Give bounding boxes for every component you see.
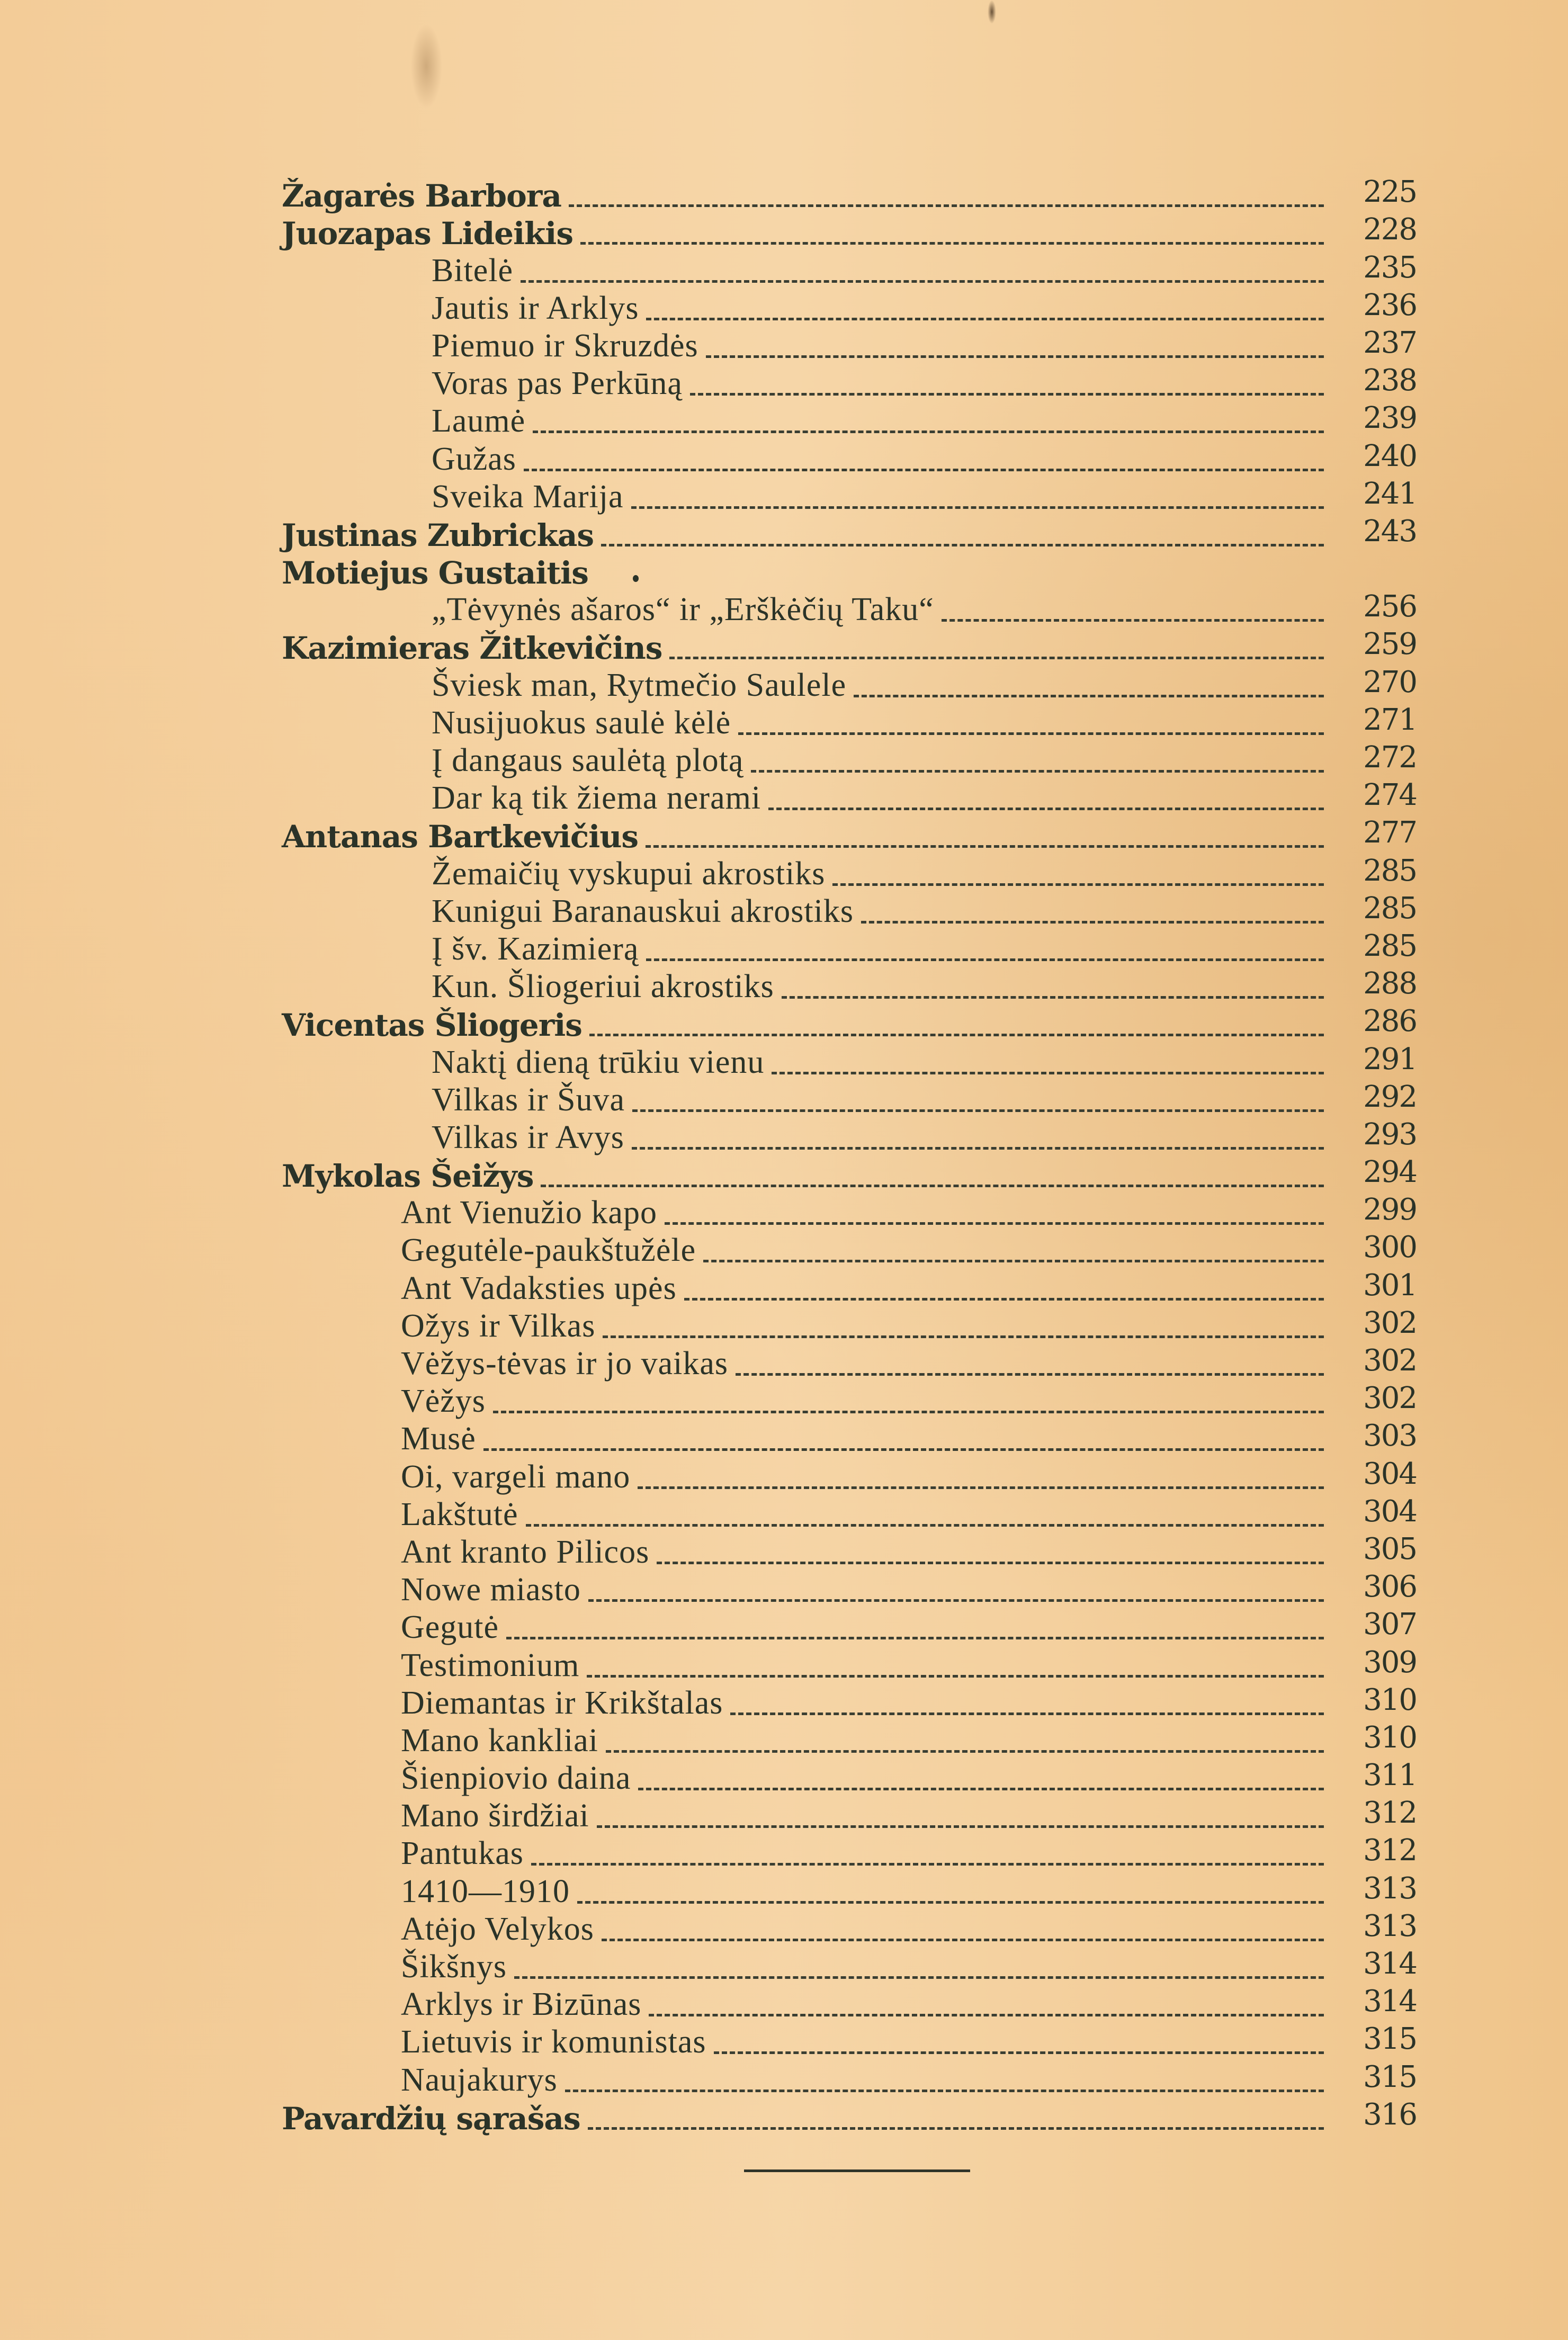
dot-leader [521,280,1324,283]
toc-page-number: 235 [1363,250,1417,285]
toc-page-number: 309 [1363,1645,1417,1680]
dot-leader [506,1637,1324,1639]
toc-entry-title: Sveika Marija [432,478,624,515]
toc-entry-title: Kazimieras Žitkevičins [282,630,662,667]
toc-page-number: 274 [1363,778,1417,813]
toc-page-number: 236 [1363,288,1417,322]
toc-page-number: 288 [1363,966,1417,1001]
toc-page-number: 301 [1363,1268,1417,1303]
toc-page-number: 270 [1363,665,1417,700]
toc-page-number: 259 [1363,627,1417,662]
toc-page-number: 313 [1363,1871,1417,1906]
toc-entry-title: Dar ką tik žiema nerami [432,780,761,817]
toc-entry-work[interactable] [0,252,1568,290]
end-separator-rule [744,2169,970,2172]
toc-entry-title: Gegutė [401,1609,499,1646]
toc-page-number: 241 [1363,476,1417,511]
toc-entry-work[interactable] [0,1496,1568,1534]
toc-page-number: 302 [1363,1381,1417,1416]
toc-entry-title: Lakštutė [401,1496,518,1532]
toc-page-number: 314 [1363,1984,1417,2019]
toc-page-number: 313 [1363,1908,1417,1943]
dot-leader [736,1373,1324,1376]
toc-page-number: 316 [1363,2097,1417,2132]
toc-entry-work[interactable] [0,1949,1568,1986]
toc-entry-title: Kunigui Baranauskui akrostiks [432,893,854,929]
toc-entry-work[interactable] [0,1079,1568,1119]
toc-entry-work[interactable] [0,1119,1568,1157]
dot-leader [649,2014,1324,2016]
dot-leader [526,1524,1324,1527]
toc-entry-work[interactable] [0,1421,1568,1458]
toc-entry-work[interactable] [0,403,1568,441]
toc-entry-title: Žagarės Barbora [282,178,561,214]
toc-entry-title: Ant Vienužio kapo [401,1195,657,1231]
toc-entry-author[interactable] [0,1006,1568,1044]
toc-entry-title: Justinas Zubrickas [282,517,594,553]
toc-page-number: 237 [1363,325,1417,360]
toc-entry-work[interactable] [0,2024,1568,2061]
dot-leader [738,732,1324,735]
toc-entry-work[interactable] [0,438,1568,478]
toc-entry-author[interactable] [0,1157,1568,1195]
dot-leader [483,1448,1324,1451]
toc-page-number: 286 [1363,1004,1417,1039]
toc-page-number: 256 [1363,589,1417,624]
toc-page-number: 294 [1363,1155,1417,1190]
dot-leader [565,2090,1324,2092]
toc-entry-work[interactable] [0,1720,1568,1760]
dot-leader [690,393,1324,396]
toc-entry-title: Šviesk man, Rytmečio Saulele [432,667,847,703]
dot-leader [601,544,1324,546]
toc-entry-work[interactable] [0,1908,1568,1949]
toc-entry-title: Kun. Šliogeriui akrostiks [432,969,774,1005]
toc-page-number: 311 [1363,1758,1417,1793]
toc-entry-work[interactable] [0,1609,1568,1647]
dot-leader [533,431,1324,433]
toc-entry-title: Vicentas Šliogeris [282,1007,582,1044]
toc-entry-title: Vėžys-tėvas ir jo vaikas [401,1346,728,1382]
toc-page-number: 285 [1363,891,1417,926]
toc-entry-author[interactable] [0,214,1568,252]
toc-page-number: 285 [1363,928,1417,963]
dot-leader [942,619,1324,622]
toc-page-number: 228 [1363,212,1417,247]
dot-leader [768,808,1324,810]
toc-entry-work[interactable] [0,1835,1568,1873]
toc-entry-work[interactable] [0,290,1568,328]
toc-entry-work[interactable] [0,1760,1568,1798]
toc-entry-title: Žemaičių vyskupui akrostiks [432,855,826,892]
toc-page-number: 225 [1363,175,1417,210]
dot-leader [569,204,1324,207]
toc-entry-title: Testimonium [401,1647,580,1683]
dot-leader [638,1788,1324,1790]
toc-entry-title: Gužas [432,441,516,477]
dot-leader [665,1222,1324,1225]
toc-entry-work[interactable] [0,1798,1568,1835]
toc-entry-title: Bitelė [432,252,514,289]
toc-page-number: 310 [1363,1682,1417,1717]
toc-entry-work[interactable] [0,1232,1568,1270]
dot-leader [524,469,1324,471]
toc-entry-title: Gegutėle-paukštužėle [401,1232,696,1269]
toc-entry-work[interactable] [0,1647,1568,1684]
dot-leader [632,1109,1324,1112]
toc-entry-work[interactable] [0,1531,1568,1572]
dot-leader [597,1825,1324,1828]
dot-leader [587,1675,1324,1678]
toc-entry-work[interactable] [0,1195,1568,1232]
toc-page-number: 315 [1363,2059,1417,2094]
toc-page-number: 304 [1363,1456,1417,1491]
toc-entry-title: Ant Vadaksties upės [401,1270,677,1306]
toc-entry-title: Pavardžių sąrašas [282,2100,580,2137]
dot-leader [646,318,1324,320]
toc-entry-title: Mano širdžiai [401,1798,589,1834]
toc-page-number: 272 [1363,740,1417,775]
toc-page-number: 299 [1363,1193,1417,1227]
dot-leader [714,2051,1324,2054]
paper-smudge [410,24,442,109]
toc-entry-work[interactable] [0,2061,1568,2099]
toc-entry-title: Ant kranto Pilicos [401,1534,650,1570]
dot-leader [588,1599,1324,1602]
toc-entry-title: Šienpiovio daina [401,1760,631,1797]
dot-leader [589,1034,1324,1036]
toc-entry-work[interactable] [0,1383,1568,1421]
dot-leader [514,1976,1324,1979]
toc-page-number: 315 [1363,2022,1417,2057]
toc-entry-author-header[interactable] [0,554,1568,591]
toc-page-number: 271 [1363,702,1417,737]
toc-entry-work[interactable] [0,1044,1568,1081]
dot-leader [588,2127,1324,2130]
toc-entry-work[interactable] [0,667,1568,704]
toc-entry-title: Juozapas Lideikis [282,216,573,252]
dot-leader [669,657,1324,659]
toc-page-number: 307 [1363,1607,1417,1642]
toc-entry-title: „Tėvynės ašaros“ ir „Erškėčių Taku“ [432,591,934,628]
toc-entry-title: Jautis ir Arklys [432,290,639,326]
toc-entry-title: Nowe miasto [401,1572,581,1608]
toc-entry-title: Naujakurys [401,2061,558,2098]
toc-page-number: 239 [1363,401,1417,436]
toc-page-number: 292 [1363,1079,1417,1114]
dot-leader [606,1750,1324,1753]
bullet-dot-icon [633,575,639,582]
toc-entry-title: Atėjo Velykos [401,1911,594,1947]
toc-entry-work[interactable] [0,1986,1568,2024]
toc-entry-author[interactable] [0,2097,1568,2137]
toc-entry-work[interactable] [0,591,1568,629]
toc-entry-author[interactable] [0,177,1568,214]
toc-page-number: 314 [1363,1947,1417,1981]
dot-leader [730,1713,1324,1715]
dot-leader [638,1486,1324,1489]
toc-page-number: 303 [1363,1419,1417,1454]
dot-leader [580,242,1324,245]
toc-entry-title: Mykolas Šeižys [282,1158,534,1195]
toc-entry-title: Voras pas Perkūną [432,365,683,402]
dot-leader [646,845,1324,848]
toc-page-number: 277 [1363,815,1417,850]
toc-entry-work[interactable] [0,893,1568,931]
toc-entry-title: Arklys ir Bizūnas [401,1986,642,2023]
toc-entry-work[interactable] [0,1305,1568,1346]
toc-entry-work[interactable] [0,742,1568,780]
toc-entry-work[interactable] [0,1572,1568,1609]
dot-leader [603,1335,1324,1338]
dot-leader [631,506,1324,509]
toc-entry-work[interactable] [0,928,1568,969]
toc-page-number: 306 [1363,1570,1417,1604]
toc-entry-author[interactable] [0,815,1568,855]
toc-page-number: 238 [1363,363,1417,398]
toc-page-number: 312 [1363,1833,1417,1868]
toc-entry-work[interactable] [0,325,1568,365]
dot-leader [854,695,1324,697]
dot-leader [531,1863,1324,1866]
toc-entry-title: Mano kankliai [401,1722,598,1759]
toc-entry-work[interactable] [0,1682,1568,1723]
toc-entry-work[interactable] [0,365,1568,403]
toc-page-number: 310 [1363,1720,1417,1755]
toc-entry-work[interactable] [0,1343,1568,1383]
dot-leader [646,958,1324,961]
toc-entry-work[interactable] [0,702,1568,742]
dot-leader [602,1939,1324,1941]
toc-entry-work[interactable] [0,1458,1568,1496]
toc-entry-work[interactable] [0,1873,1568,1911]
dot-leader [751,770,1324,773]
toc-page-number: 302 [1363,1343,1417,1378]
toc-entry-title: Vilkas ir Avys [432,1119,624,1155]
toc-entry-title: Diemantas ir Krikštalas [401,1684,723,1721]
dot-leader [703,1260,1324,1262]
dot-leader [657,1562,1324,1564]
toc-entry-work[interactable] [0,780,1568,818]
toc-entry-title: Į dangaus saulėtą plotą [432,742,744,778]
toc-entry-title: Ožys ir Vilkas [401,1307,596,1344]
dot-leader [493,1411,1324,1413]
toc-entry-author[interactable] [0,629,1568,667]
dot-leader [832,883,1324,886]
toc-page-number: 243 [1363,514,1417,549]
toc-entry-work[interactable] [0,855,1568,893]
dot-leader [632,1147,1324,1150]
toc-entry-title: Motiejus Gustaitis [282,555,588,591]
toc-entry-title: Nusijuokus saulė kėlė [432,704,731,741]
toc-entry-title: Piemuo ir Skruzdės [432,327,698,364]
toc-entry-title: Antanas Bartkevičius [282,819,639,855]
toc-page-number: 291 [1363,1042,1417,1077]
toc-entry-title: Musė [401,1421,476,1457]
toc-page-number: 240 [1363,438,1417,473]
toc-entry-title: Lietuvis ir komunistas [401,2024,706,2060]
table-of-contents [0,177,1568,2137]
toc-page-number: 302 [1363,1305,1417,1340]
toc-entry-title: Į šv. Kazimierą [432,930,639,967]
toc-page-number: 304 [1363,1494,1417,1529]
toc-entry-work[interactable] [0,476,1568,516]
toc-page-number: 305 [1363,1531,1417,1566]
toc-entry-work[interactable] [0,1270,1568,1307]
toc-entry-title: Naktį dieną trūkiu vienu [432,1044,765,1080]
toc-entry-title: Vėžys [401,1383,486,1420]
toc-entry-title: Oi, vargeli mano [401,1458,631,1495]
dot-leader [577,1901,1324,1904]
dot-leader [861,921,1324,924]
toc-page-number: 293 [1363,1117,1417,1152]
toc-page-number: 312 [1363,1796,1417,1831]
dot-leader [772,1072,1324,1074]
dot-leader [541,1185,1324,1187]
dot-leader [706,355,1324,358]
dot-leader [684,1298,1324,1301]
toc-page-number: 285 [1363,853,1417,888]
dot-leader [782,996,1324,999]
toc-entry-title: Šikšnys [401,1949,507,1985]
toc-entry-title: 1410—1910 [401,1873,570,1909]
ink-speck [988,0,996,24]
toc-entry-title: Vilkas ir Šuva [432,1081,625,1118]
toc-entry-title: Pantukas [401,1835,524,1872]
toc-entry-title: Laumė [432,403,526,440]
toc-entry-work[interactable] [0,966,1568,1006]
toc-page-number: 300 [1363,1230,1417,1265]
toc-entry-author[interactable] [0,516,1568,554]
